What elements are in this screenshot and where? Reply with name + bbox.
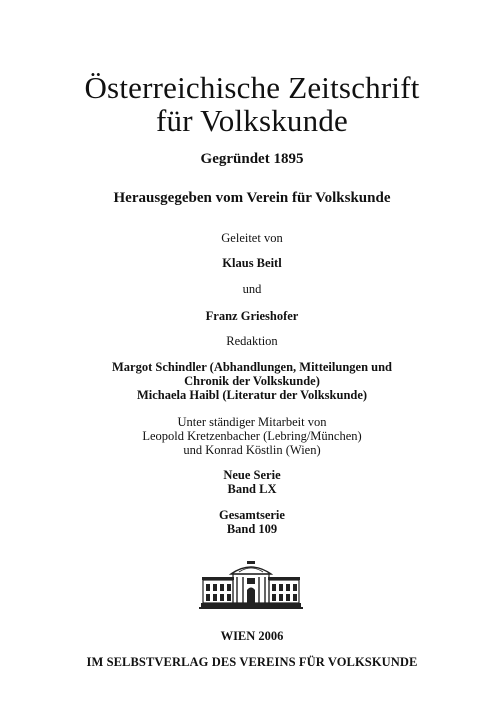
and-word: und <box>242 282 262 296</box>
place-year: WIEN 2006 <box>220 629 284 643</box>
editor-klaus-beitl: Klaus Beitl <box>222 256 282 270</box>
total-series-line1: Gesamtserie <box>219 508 285 522</box>
publisher-line: Herausgegeben vom Verein für Volkskunde <box>113 190 391 206</box>
collaboration-line2: Leopold Kretzenbacher (Lebring/München) <box>142 429 362 443</box>
collaboration-line3: und Konrad Köstlin (Wien) <box>183 443 321 457</box>
editorial-label: Redaktion <box>226 334 278 348</box>
collaboration-line1: Unter ständiger Mitarbeit von <box>177 415 327 429</box>
journal-title-line2: für Volkskunde <box>156 103 348 138</box>
editorial-line1: Margot Schindler (Abhandlungen, Mitteilungen und <box>111 360 393 374</box>
imprint-line: IM SELBSTVERLAG DES VEREINS FÜR VOLKSKUNDE <box>86 655 418 669</box>
total-series-line2: Band 109 <box>226 522 278 536</box>
series-line1: Neue Serie <box>223 468 281 482</box>
editorial-line3: Michaela Haibl (Literatur der Volkskunde) <box>136 388 368 402</box>
editor-franz-grieshofer: Franz Grieshofer <box>205 309 299 323</box>
led-by-label: Geleitet von <box>221 231 283 245</box>
building-engraving-icon <box>199 558 303 610</box>
journal-title-line1: Österreichische Zeitschrift <box>84 70 420 105</box>
editorial-line2: Chronik der Volkskunde) <box>184 374 320 388</box>
founded-line: Gegründet 1895 <box>200 151 304 167</box>
series-line2: Band LX <box>227 482 277 496</box>
